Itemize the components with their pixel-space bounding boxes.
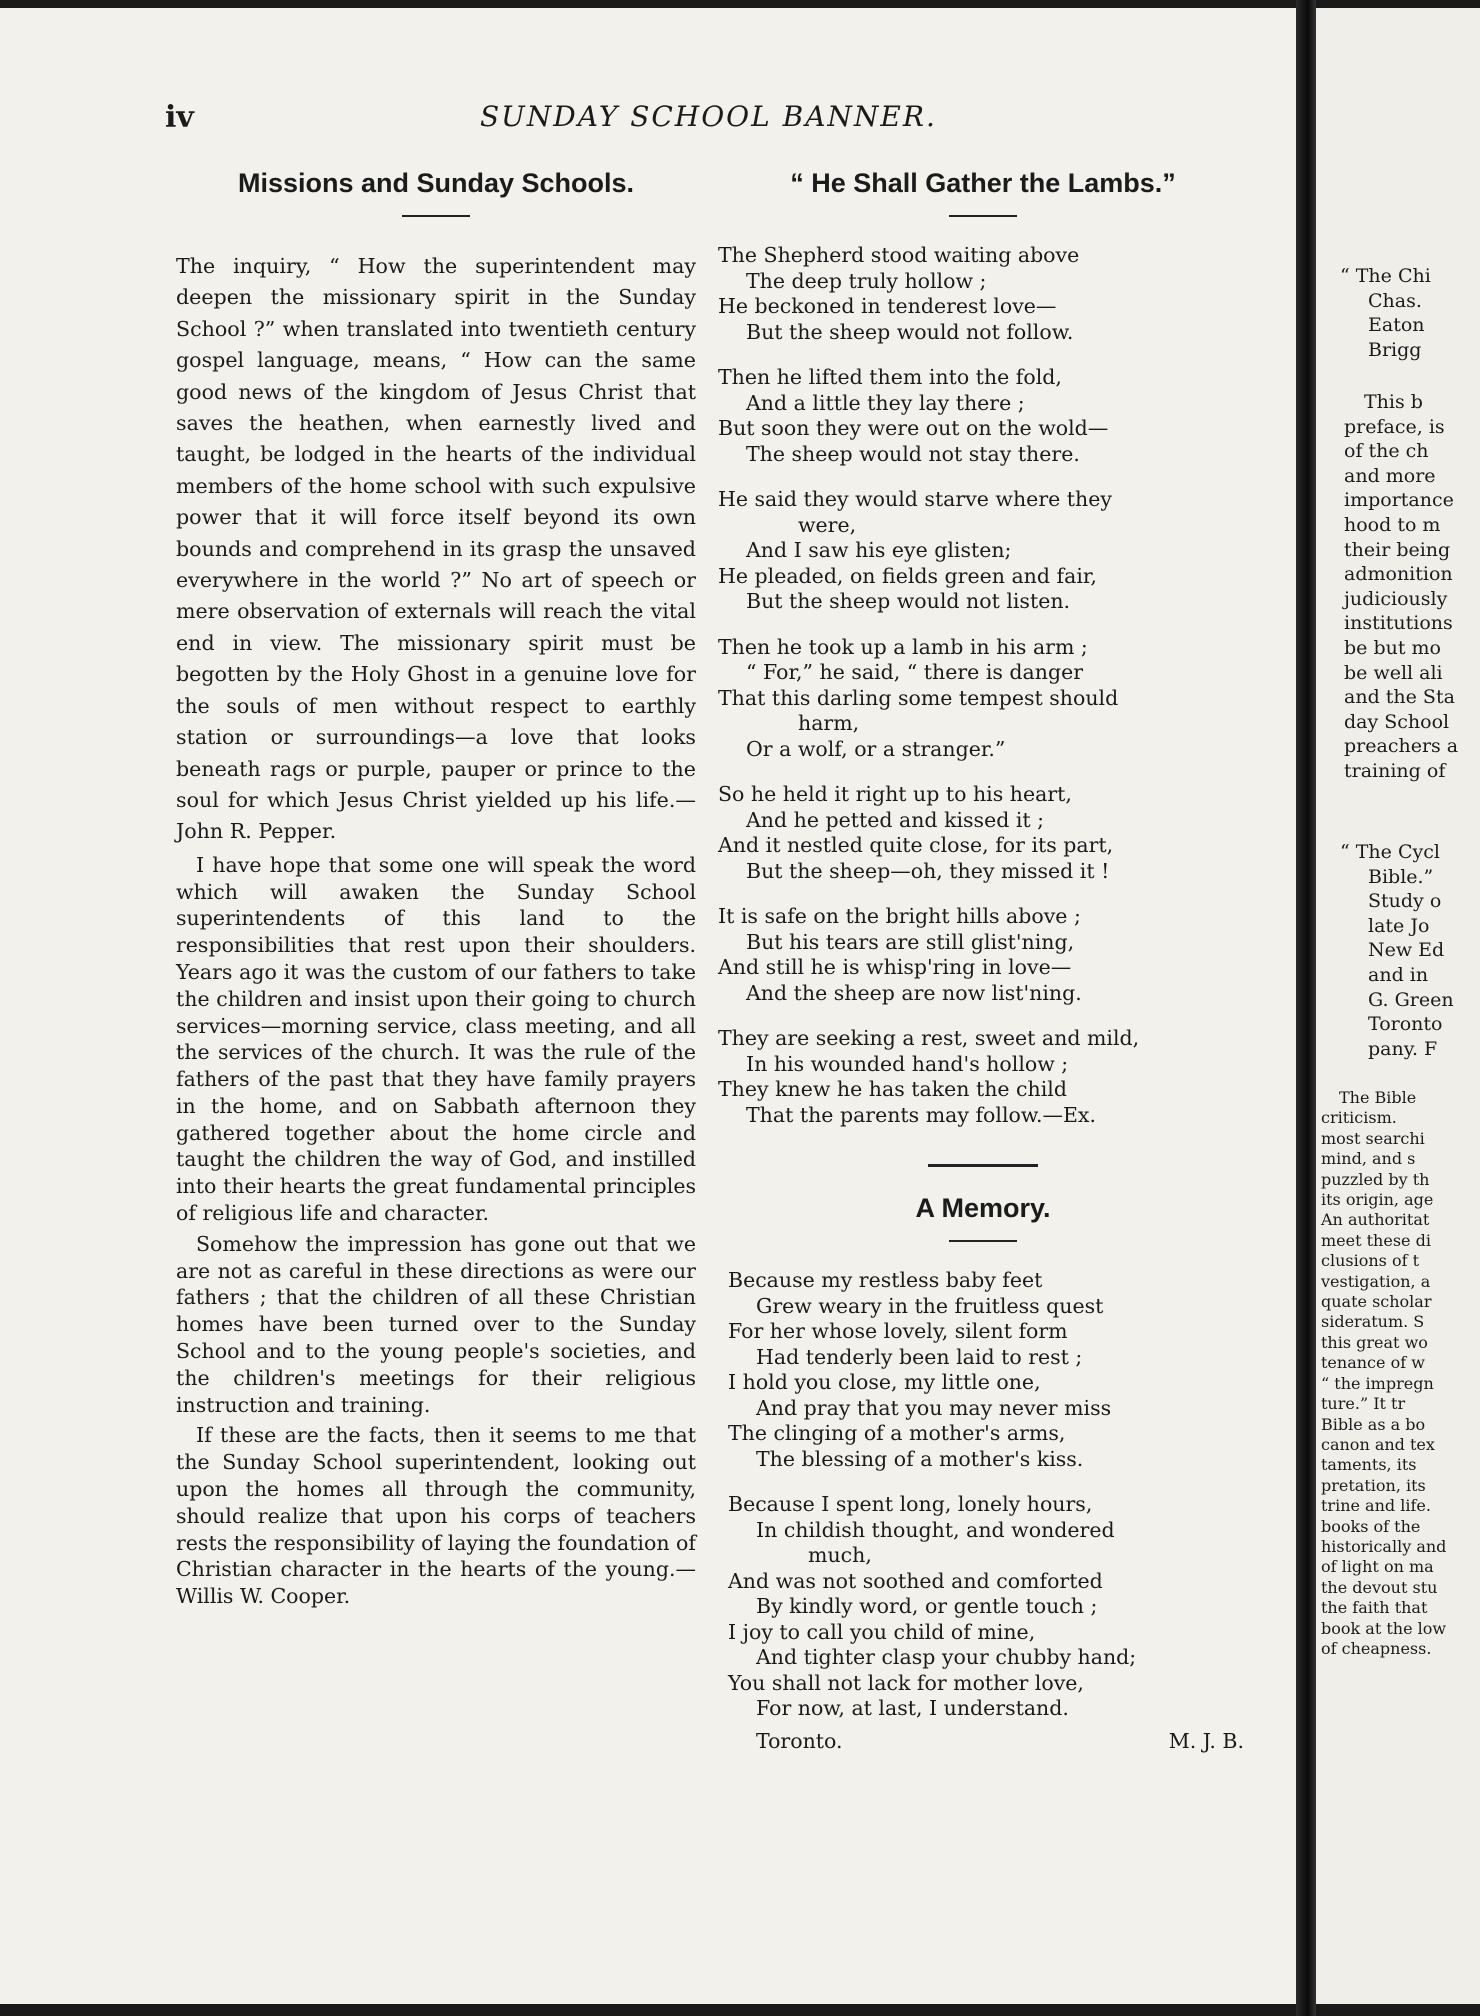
poem-line: “ For,” he said, “ there is danger [746,660,1084,684]
poem-line: And a little they lay there ; [746,390,1025,415]
fragment-line: puzzled by th [1321,1169,1430,1189]
article-paragraph: The inquiry, “ How the superintendent may deepen the missionary spirit in the Sunday School ?” when translated into twentieth century gospel language, means, “ How can the same good news of the kingdom of Jesus Christ that saves the heathen, when earnestly lived and taught, be lodged in the hearts of the individual members of the home school with such expulsive power that it will force itself beyond its own bounds and comprehend in its grasp the unsaved everywhere in the world ?” No art of speech or mere observation of externals will reach the vital end in view. The missionary spirit must be begotten by the Holy Ghost in a genuine love for the souls of men without respect to earthly station or surroundings—a love that looks beneath rags or purple, pauper or prince to the soul for which Jesus Christ yielded up his life.—John R. Pepper. [176,254,696,844]
fragment-line: of cheapness. [1321,1638,1432,1658]
poem-line: And tighter clasp your chubby hand; [756,1645,1137,1669]
poem-line: And pray that you may never miss [756,1395,1112,1420]
article-column [176,168,696,1610]
poem-line: But the sheep would not follow. [746,319,1074,344]
poem-line: And still he is whisp'ring in love— [718,955,1072,979]
poem-line: Because I spent long, lonely hours, [728,1492,1093,1516]
poem-line: Because my restless baby feet [728,1268,1043,1292]
fragment-line: Study o [1368,890,1442,913]
fragment-line: Eaton [1368,314,1425,337]
poem-line: And the sheep are now list'ning. [746,980,1082,1005]
fragment-line: preachers a [1344,735,1459,758]
poem-stanza [718,782,1248,884]
fragment-line: pretation, its [1321,1475,1426,1495]
fragment-line: historically and [1321,1536,1447,1556]
fragment-line: its origin, age [1321,1190,1434,1210]
title-rule [949,215,1017,217]
poem-line: The Shepherd stood waiting above [718,243,1080,267]
article-title: Missions and Sunday Schools. [237,168,635,198]
right-page-block [1344,390,1458,784]
right-page-fragment [1316,8,1480,2004]
article-paragraph: I have hope that some one will speak the word which will awaken the Sunday School superintendents of this land to the responsibilities that rest upon their shoulders. Years ago it was the custom of our fathers to take the children and insist upon their going to church services—morning service, class meeting, and all the services of the church. It was the rule of the fathers of the past that they have family prayers in the home, and on Sabbath afternoon they gathered together about the home circle and taught the children the way of God, and instilled into their hearts the great fundamental principles of religious life and character. [176,852,696,1226]
poem-line: But the sheep—oh, they missed it ! [746,858,1110,883]
title-rule [949,1240,1017,1242]
fragment-line: clusions of t [1321,1251,1420,1271]
fragment-line: the faith that [1321,1598,1428,1618]
poem-stanza [718,365,1248,467]
poem-line: And I saw his eye glisten; [746,538,1012,562]
poem-author: M. J. B. [1168,1728,1244,1753]
fragment-line: “ The Chi [1340,265,1431,287]
fragment-line: tenance of w [1321,1353,1425,1373]
fragment-line: criticism. [1321,1108,1397,1128]
left-page [0,8,1296,2004]
book-gutter [1296,0,1316,2016]
running-head: SUNDAY SCHOOL BANNER. [480,100,937,133]
poem-stanza [718,487,1248,615]
poem-line: The deep truly hollow ; [746,268,987,293]
poem-line: But the sheep would not listen. [746,589,1071,613]
fragment-line: books of the [1321,1516,1421,1536]
poem-line: In childish thought, and wondered [756,1517,1115,1542]
fragment-line: day School [1344,710,1450,733]
right-page-block [1321,1088,1446,1659]
poem-line: He said they would starve where they [718,487,1112,511]
poem-line: The sheep would not stay there. [746,441,1080,466]
poem-stanza [718,635,1248,763]
fragment-line: preface, is [1344,415,1445,438]
poem-line: In his wounded hand's hollow ; [746,1051,1069,1076]
poetry-column [718,168,1248,1754]
poem-line: That this darling some tempest should [718,685,1119,710]
fragment-line: Chas. [1368,289,1422,312]
fragment-line: this great wo [1321,1332,1428,1352]
fragment-line: hood to m [1344,513,1441,536]
article-paragraph: If these are the facts, then it seems to me that the Sunday School superintendent, looking out upon the homes all through the community, should realize that upon his corps of teachers rests the responsibility of laying the foundation of Christian character in the hearts of the young.—Willis W. Cooper. [176,1423,696,1609]
page-number: iv [165,100,194,135]
fragment-line: Bible as a bo [1321,1414,1426,1434]
fragment-line: be but mo [1344,636,1441,659]
poem-line: Had tenderly been laid to rest ; [756,1344,1083,1369]
fragment-line: be well ali [1344,661,1443,684]
fragment-line: the devout stu [1321,1577,1438,1597]
poem-line: were, [798,512,857,537]
fragment-line: their being [1344,538,1451,561]
poem-line: much, [808,1543,872,1567]
title-rule [402,215,470,217]
fragment-line: mind, and s [1321,1149,1416,1169]
poem-line: So he held it right up to his heart, [718,782,1072,806]
poem-title: “ He Shall Gather the Lambs.” [790,168,1176,198]
fragment-line: This b [1364,391,1423,413]
poem-line: Then he took up a lamb in his arm ; [718,634,1088,659]
poem-line: I hold you close, my little one, [728,1370,1041,1394]
poem-line: The blessing of a mother's kiss. [756,1446,1084,1471]
fragment-line: “ the impregn [1321,1373,1434,1393]
poem-line: harm, [798,711,860,735]
poem-line: The clinging of a mother's arms, [728,1421,1066,1445]
fragment-line: Brigg [1368,338,1422,361]
poem-signoff [718,1728,1248,1754]
poem-line: They are seeking a rest, sweet and mild, [718,1026,1140,1050]
fragment-line: institutions [1344,612,1453,635]
fragment-line: trine and life. [1321,1496,1431,1516]
fragment-line: New Ed [1368,939,1445,962]
poem-line: And he petted and kissed it ; [746,807,1045,832]
poem-stanza [718,1268,1248,1472]
poem-line: I joy to call you child of mine, [728,1619,1036,1644]
poem-title: A Memory. [915,1193,1051,1223]
fragment-line: “ The Cycl [1340,841,1440,863]
section-divider [928,1164,1038,1167]
article-paragraph: Somehow the impression has gone out that we are not as careful in these directions as were our fathers ; that the children of all these Christian homes have been turned over to the Sunday School and to the young people's societies, and the children's meetings for their religious instruction and training. [176,1231,696,1417]
fragment-line: ture.” It tr [1321,1394,1406,1414]
fragment-line: of the ch [1344,440,1429,463]
fragment-line: Toronto [1368,1013,1443,1036]
fragment-line: Bible.” [1368,865,1434,888]
fragment-line: G. Green [1368,988,1454,1011]
poem-line: You shall not lack for mother love, [728,1670,1084,1695]
right-page-block [1340,264,1431,362]
fragment-line: and in [1368,963,1429,986]
poem-line: Then he lifted them into the fold, [718,365,1062,389]
fragment-line: meet these di [1321,1230,1431,1250]
poem-line: And it nestled quite close, for its part, [718,833,1114,857]
fragment-line: An authoritat [1321,1210,1430,1230]
poem-line: For now, at last, I understand. [756,1696,1069,1720]
fragment-line: pany. F [1368,1037,1438,1060]
poem-line: But soon they were out on the wold— [718,416,1109,440]
fragment-line: most searchi [1321,1128,1425,1148]
fragment-line: training of [1344,759,1446,782]
fragment-line: book at the low [1321,1618,1447,1638]
poem-line: By kindly word, or gentle touch ; [756,1594,1098,1618]
poem-line: Grew weary in the fruitless quest [756,1293,1104,1318]
poem-line: Or a wolf, or a stranger.” [746,736,1006,761]
right-page-block [1340,840,1454,1061]
poem-line: And was not soothed and comforted [728,1568,1103,1593]
fragment-line: The Bible [1339,1088,1417,1107]
fragment-line: late Jo [1368,914,1430,937]
fragment-line: quate scholar [1321,1292,1432,1312]
fragment-line: importance [1344,489,1454,512]
poem-line: That the parents may follow.—Ex. [746,1102,1097,1127]
fragment-line: sideratum. S [1321,1312,1425,1332]
fragment-line: admonition [1344,563,1453,586]
poem-line: He pleaded, on fields green and fair, [718,563,1097,588]
poem-stanza [718,904,1248,1006]
fragment-line: taments, its [1321,1455,1417,1475]
fragment-line: vestigation, a [1321,1271,1431,1291]
poem-stanza [718,1026,1248,1128]
poem-line: He beckoned in tenderest love— [718,294,1057,318]
poem-line: For her whose lovely, silent form [728,1319,1068,1343]
fragment-line: and the Sta [1344,686,1455,709]
fragment-line: canon and tex [1321,1434,1435,1454]
poem-stanza [718,1492,1248,1722]
poem-stanza [718,243,1248,345]
poem-line: They knew he has taken the child [718,1077,1067,1101]
fragment-line: judiciously [1344,587,1448,610]
poem-place: Toronto. [756,1728,843,1753]
fragment-line: and more [1344,464,1436,487]
poem-line: It is safe on the bright hills above ; [718,904,1081,928]
poem-line: But his tears are still glist'ning, [746,929,1075,954]
fragment-line: of light on ma [1321,1557,1434,1577]
